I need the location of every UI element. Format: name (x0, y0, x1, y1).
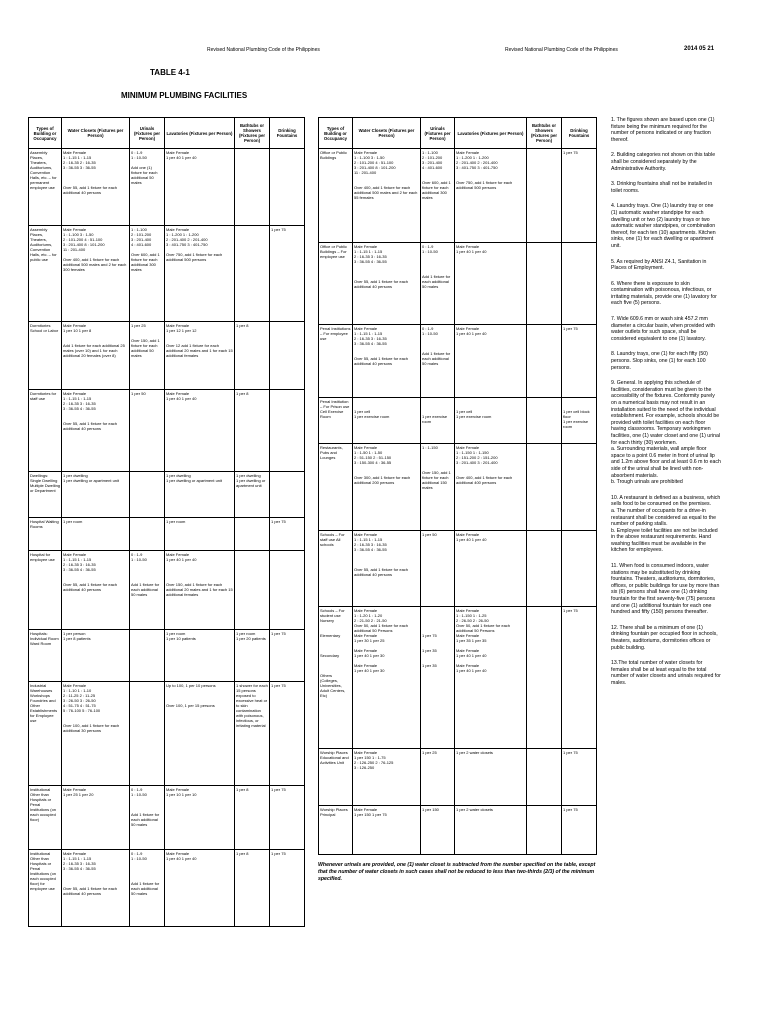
drinking-fountain-cell (270, 551, 305, 630)
bathtub-shower-cell (527, 325, 562, 398)
occupancy-cell: Dormitories School or Labor (29, 322, 62, 390)
water-closet-cell: Male Female 1 : 1-15 1 : 1-15 2 : 16-35 3 : 16-35 3 : 36-55 4 : 36-55 Over 55, add 1 fixture for each additional 40 persons (353, 325, 421, 398)
urinal-cell: 0 : 1-9 1 : 10-50 Add 1 fixture for each additional 50 males (130, 551, 165, 630)
col-header-urinals: Urinals (Fixtures per Person) (421, 118, 455, 149)
table-title: TABLE 4-1 (150, 68, 190, 77)
occupancy-cell: Assembly Places, Theaters, Auditoriums, Convention Halls, etc. – for public use (29, 226, 62, 322)
urinal-cell (130, 518, 165, 551)
occupancy-cell: Assembly Places, Theaters, Auditoriums, Convention Halls, etc. – for permanent employee use (29, 149, 62, 226)
water-closet-cell: Male Female 1 : 1-15 1 : 1-15 2 : 16-35 3 : 16-35 3 : 36-55 4 : 36-55 Over 55, add 1 fixture for each additional 40 persons (62, 850, 130, 927)
urinal-cell: 1 per exercise room (421, 398, 455, 444)
occupancy-cell: Institutional Other than Hospitals or Penal Institutions (on each occupied floor) for employee use (29, 850, 62, 927)
occupancy-cell: Penal Institution – For Prison use Cell Exercise Room (319, 398, 353, 444)
table-row (319, 748, 597, 805)
drinking-fountain-cell: 1 per 75 (270, 518, 305, 551)
drinking-fountain-cell: 1 per 75 (270, 226, 305, 322)
bathtub-shower-cell (235, 149, 270, 226)
note-item: 8. Laundry trays, one (1) for each fifty (50) persons. Slop sinks, one (1) for each 100 persons. (611, 351, 708, 371)
occupancy-cell: Dwellings: Single Dwelling Multiple Dwelling or Department (29, 472, 62, 518)
bathtub-shower-cell (527, 149, 562, 243)
water-closet-cell: Male Female 1 per 25 1 per 20 (62, 786, 130, 850)
col-header-bath: Bathtubs or Showers (Fixtures per Person) (235, 118, 270, 149)
table-row (319, 149, 597, 243)
drinking-fountain-cell (270, 472, 305, 518)
urinal-cell (130, 682, 165, 786)
note-item: 12. There shall be a minimum of one (1) drinking fountain per occupied floor in schools, theaters, auditoriums, dormitories offices or public building. (611, 624, 718, 651)
note-item: 4. Laundry trays. One (1) laundry tray or one (1) automatic washer standpipe for each dwelling unit or two (2) laundry trays or two automatic washer standpipes, or combination thereof, for each ten (10) apartments. Kitchen sinks, one (1) for each dwelling or apartment unit. (611, 203, 716, 249)
occupancy-cell: Institutional Other than Hospitals or Penal Institutions (on each occupied floor) (29, 786, 62, 850)
drinking-fountain-cell (270, 390, 305, 472)
plumbing-table-right (318, 117, 597, 855)
drinking-fountain-cell (562, 243, 597, 325)
water-closet-cell: Male Female 1 : 1-15 1 : 1-15 2 : 16-35 3 : 16-35 3 : 36-55 4 : 36-55 Over 55, add 1 fixture for each additional 40 persons (353, 243, 421, 325)
urinal-cell: 1 : 1-100 2 : 101-200 3 : 201-400 4 : 401-600 Over 600, add 1 fixture for each additional 300 males (130, 226, 165, 322)
col-header-urinals: Urinals (Fixtures per Person) (130, 118, 165, 149)
table-row (29, 518, 305, 551)
bathtub-shower-cell: 1 per 8 (235, 850, 270, 927)
water-closet-cell: 1 per dwelling 1 per dwelling or apartment unit (62, 472, 130, 518)
bathtub-shower-cell (527, 444, 562, 530)
col-header-lav: Lavatories (Fixtures per Person) (165, 118, 235, 149)
water-closet-cell: Male Female 1 per 10 1 per 8 Add 1 fixture for each additional 25 males (over 10) and 1 for each additional 20 females (over 8) (62, 322, 130, 390)
urinal-footnote: Whenever urinals are provided, one (1) water closet is subtracted from the number specified on the table, except that the number of water closets in such cases shall not be reduced to less than two-thirds (2/3) of the minimum specified. (318, 862, 596, 882)
table-row (29, 472, 305, 518)
table-row (29, 226, 305, 322)
urinal-cell: 1 per 25 (421, 748, 455, 805)
bathtub-shower-cell (527, 530, 562, 606)
occupancy-cell: Schools – For staff use All schools (319, 530, 353, 606)
occupancy-cell: Office or Public Buildings – For employee use (319, 243, 353, 325)
water-closet-cell: Male Female 1 : 1-15 1 : 1-15 2 : 16-35 3 : 16-35 3 : 36-55 4 : 36-55 Over 55, add 1 fixture for each additional 40 persons (353, 530, 421, 606)
lavatory-cell: Male Female 1 : 1-200 1 : 1-200 2 : 201-400 2 : 201-400 3 : 401-750 3 : 401-750 Over 750, add 1 fixture for each additional 500 persons (165, 226, 235, 322)
water-closet-cell: 1 per room (62, 518, 130, 551)
note-item: 7. Wide 609.6 mm or wash sink 457.2 mm diameter a circular basin, when provided with water outlets for such space, shall be considered equivalent to one (1) lavatory. (611, 316, 715, 342)
lavatory-cell: Male Female 1 per 40 1 per 40 (455, 325, 527, 398)
bathtub-shower-cell: 1 per room 1 per 20 patients (235, 630, 270, 682)
bathtub-shower-cell: 1 per dwelling 1 per dwelling or apartment unit (235, 472, 270, 518)
occupancy-cell: Worship Places Principal (319, 805, 353, 854)
col-header-drink: Drinking Fountains (562, 118, 597, 149)
drinking-fountain-cell: 1 per 75 (562, 748, 597, 805)
occupancy-cell: Office or Public Buildings (319, 149, 353, 243)
table-row (319, 398, 597, 444)
lavatory-cell: 1 per 2 water closets (455, 805, 527, 854)
table-row (29, 786, 305, 850)
lavatory-cell: Male Female 1 per 40 1 per 40 (455, 243, 527, 325)
note-item: 10. A restaurant is defined as a business, which sells food to be consumed on the premises. a. The number of occupants for a drive-in restaurant shall be considered as equal to the number of parking stalls. b. Employee toilet facilities are not be included in the above restaurant requirements. Hand washing facilities must be available in the kitchen for employees. (611, 494, 721, 554)
table-row (29, 850, 305, 927)
note-item: 11. When food is consumed indoors, water stations may be substituted by drinking fountains. Theaters, auditoriums, dormitories, offices, or public buildings for use by more than six (6) persons shall have one (1) drinking fountain for the first seventy-five (75) persons and one (1) additional fountain for each one hundred and fifty (150) persons thereafter. (611, 563, 720, 616)
lavatory-cell: Male Female 1 per 12 1 per 12 Over 12 add 1 fixture for each additional 20 males and 1 for each 15 additional females (165, 322, 235, 390)
lavatory-cell: Male Female 1 per 40 1 per 40 (165, 390, 235, 472)
urinal-cell: 1 per 75 1 per 35 1 per 35 (421, 606, 455, 748)
drinking-fountain-cell: 1 per cell block floor 1 per exercise room (562, 398, 597, 444)
occupancy-cell: Hospital Waiting Rooms (29, 518, 62, 551)
table-row (29, 390, 305, 472)
bathtub-shower-cell (527, 805, 562, 854)
lavatory-cell: Up to 100, 1 per 10 persons Over 100, 1 per 15 persons (165, 682, 235, 786)
table-row (29, 551, 305, 630)
water-closet-cell: Male Female 1 : 1-10 1 : 1-10 2 : 11-25 2 : 11-25 3 : 26-50 3 : 26-50 4 : 51-75 4 : 51-75 5 : 76-100 5 : 76-100 Over 100, add 1 fixture for each additional 30 persons (62, 682, 130, 786)
urinal-cell: 1 : 1-150 Over 150, add 1 fixture for each additional 150 males (421, 444, 455, 530)
urinal-cell: 0 : 1-9 1 : 10-50 Add one (1) fixture for each additional 50 males (130, 149, 165, 226)
bathtub-shower-cell: 1 shower for each 15 persons exposed to excessive heat or to skin contamination with poisonous, infectious, or irritating material (235, 682, 270, 786)
occupancy-cell: Schools – For student use Nursery Elementary Secondary Others (Colleges, Universities, Adult Centers, Etc) (319, 606, 353, 748)
drinking-fountain-cell (270, 149, 305, 226)
lavatory-cell: Male Female 1 per 40 1 per 40 (455, 530, 527, 606)
table-row (319, 325, 597, 398)
occupancy-cell: Worship Places Educational and Activities Unit (319, 748, 353, 805)
bathtub-shower-cell (527, 398, 562, 444)
water-closet-cell: Male Female 1 per 150 1 per 75 (353, 805, 421, 854)
bathtub-shower-cell (527, 606, 562, 748)
bathtub-shower-cell: 1 per 8 (235, 786, 270, 850)
lavatory-cell: 1 per cell 1 per exercise room (455, 398, 527, 444)
water-closet-cell: 1 per person 1 per 8 patients (62, 630, 130, 682)
note-item: 13.The total number of water closets for females shall be at least equal to the total number of water closets and urinals required for males. (611, 660, 721, 686)
table-row (319, 444, 597, 530)
urinal-cell: 1 : 1-100 2 : 101-200 3 : 201-400 4 : 401-600 Over 600, add 1 fixture for each additional 300 males (421, 149, 455, 243)
occupancy-cell: Restaurants, Pubs and Lounges (319, 444, 353, 530)
table-subtitle: MINIMUM PLUMBING FACILITIES (121, 91, 248, 100)
occupancy-cell: Dormitories for staff use (29, 390, 62, 472)
bathtub-shower-cell: 1 per 8 (235, 322, 270, 390)
water-closet-cell: Male Female 1 : 1-15 1 : 1-15 2 : 16-35 3 : 16-35 3 : 36-55 4 : 36-55 Over 55, add 1 fixture for each additional 40 persons (62, 390, 130, 472)
drinking-fountain-cell: 1 per 75 (562, 149, 597, 243)
urinal-cell: 1 per 25 Over 150, add 1 fixture for each additional 50 males (130, 322, 165, 390)
lavatory-cell: 1 per 2 water closets (455, 748, 527, 805)
col-header-lav: Lavatories (Fixtures per Person) (455, 118, 527, 149)
lavatory-cell: Male Female 1 : 1-150 1 : 1-25 2 : 26-50 2 : 26-50 Over 50, add 1 fixture for each additional 50 Persons Male Female 1 per 35 1 per 35 Male Female 1 per 40 1 per 40 Male Female 1 per 40 1 per 40 (455, 606, 527, 748)
table-row (319, 243, 597, 325)
drinking-fountain-cell: 1 per 75 (562, 606, 597, 748)
drinking-fountain-cell (562, 530, 597, 606)
water-closet-cell: Male Female 1 per 150 1 : 1-75 2 : 126-250 2 : 76-125 3 : 126-250 (353, 748, 421, 805)
drinking-fountain-cell: 1 per 75 (270, 682, 305, 786)
header-right: Revised National Plumbing Code of the Philippines (505, 47, 618, 53)
header-date: 2014 05 21 (684, 46, 715, 52)
urinal-cell: 1 per 150 (421, 805, 455, 854)
urinal-cell: 0 : 1-9 1 : 10-50 Add 1 fixture for each additional 50 males (421, 243, 455, 325)
table-row (319, 805, 597, 854)
lavatory-cell: Male Female 1 per 40 1 per 40 Over 150, add 1 fixture for each additional 20 males and 1 for each 15 additional females (165, 551, 235, 630)
urinal-cell (130, 630, 165, 682)
drinking-fountain-cell: 1 per 75 (270, 630, 305, 682)
lavatory-cell: Male Female 1 per 40 1 per 40 (165, 149, 235, 226)
urinal-cell: 0 : 1-9 1 : 10-50 Add 1 fixture for each additional 50 males (130, 850, 165, 927)
note-item: 1. The figures shown are based upon one (1) fixture being the minimum required for the number of persons indicated or any fraction thereof. (611, 117, 715, 143)
note-item: 6. Where there is exposure to skin contamination with poisonous, infectious, or irritating materials, provide one (1) lavatory for each five (5) persons. (611, 280, 717, 307)
lavatory-cell: 1 per room 1 per 10 patients (165, 630, 235, 682)
table-row (29, 322, 305, 390)
col-header-type: Types of Building or Occupancy (319, 118, 353, 149)
note-item: 3. Drinking fountains shall not be installed in toilet rooms. (611, 181, 713, 194)
bathtub-shower-cell (527, 243, 562, 325)
lavatory-cell: Male Female 1 : 1-200 1 : 1-200 2 : 201-400 2 : 201-400 3 : 401-750 3 : 401-750 Over 750, add 1 fixture for each additional 500 persons (455, 149, 527, 243)
water-closet-cell: Male Female 1 : 1-20 1 : 1-20 2 : 21-50 2 : 21-50 Over 50, add 1 fixture for each additional 50 Persons Male Female 1 per 30 1 per 25 Male Female 1 per 40 1 per 30 Male Female 1 per 40 1 per 30 (353, 606, 421, 748)
urinal-cell: 1 per 50 (130, 390, 165, 472)
bathtub-shower-cell (235, 551, 270, 630)
col-header-type: Types of Building or Occupancy (29, 118, 62, 149)
note-item: 5. As required by ANSI Z4.1, Sanitation in Places of Employment. (611, 258, 707, 272)
table-row (29, 630, 305, 682)
bathtub-shower-cell: 1 per 8 (235, 390, 270, 472)
occupancy-cell: Penal Institutions – For employee use (319, 325, 353, 398)
urinal-cell: 0 : 1-9 1 : 10-50 Add 1 fixture for each additional 50 males (421, 325, 455, 398)
drinking-fountain-cell (562, 444, 597, 530)
bathtub-shower-cell (235, 518, 270, 551)
lavatory-cell: Male Female 1 : 1-150 1 : 1-150 2 : 151-200 2 : 151-200 3 : 201-400 3 : 201-400 Over 400, add 1 fixture for each additional 400 persons (455, 444, 527, 530)
lavatory-cell: 1 per dwelling 1 per dwelling or apartment unit (165, 472, 235, 518)
table-row (29, 682, 305, 786)
note-item: 2. Building categories not shown on this table shall be considered separately by the Administrative Authority. (611, 152, 716, 172)
drinking-fountain-cell: 1 per 75 (270, 786, 305, 850)
water-closet-cell: Male Female 1 : 1-15 1 : 1-15 2 : 16-35 2 : 16-35 3 : 36-55 3 : 36-55 Over 55, add 1 fixture for each additional 40 persons (62, 149, 130, 226)
occupancy-cell: Industrial Warehouses Workshops Foundries and Other Establishments for Employee use (29, 682, 62, 786)
water-closet-cell: 1 per cell 1 per exercise room (353, 398, 421, 444)
water-closet-cell: Male Female 1 : 1-100 3 : 1-50 2 : 101-200 4 : 51-100 3 : 201-400 8 : 101-200 11 : 201-400 Over 400, add 1 fixture for each additional 500 males and 2 for each 55 females (353, 149, 421, 243)
notes-column (611, 117, 721, 696)
bathtub-shower-cell (235, 226, 270, 322)
lavatory-cell: 1 per room (165, 518, 235, 551)
col-header-drink: Drinking Fountains (270, 118, 305, 149)
lavatory-cell: Male Female 1 per 40 1 per 40 (165, 850, 235, 927)
header-left: Revised National Plumbing Code of the Philippines (207, 47, 320, 53)
drinking-fountain-cell: 1 per 75 (562, 805, 597, 854)
plumbing-table-left (28, 117, 305, 927)
water-closet-cell: Male Female 1 : 1-15 1 : 1-15 2 : 16-35 3 : 16-35 3 : 36-55 4 : 36-55 Over 55, add 1 fixture for each additional 40 persons (62, 551, 130, 630)
table-row (319, 606, 597, 748)
occupancy-cell: Hospital for employee use (29, 551, 62, 630)
water-closet-cell: Male Female 1 : 1-50 1 : 1-50 2 : 51-150 2 : 51-150 3 : 150-300 4 : 36-55 Over 300, add 1 fixture for each additional 200 persons (353, 444, 421, 530)
col-header-wc: Water Closets (Fixtures per Person) (353, 118, 421, 149)
drinking-fountain-cell: 1 per 75 (562, 325, 597, 398)
urinal-cell (130, 472, 165, 518)
drinking-fountain-cell: 1 per 75 (270, 850, 305, 927)
col-header-bath: Bathtubs or Showers (Fixtures per Person) (527, 118, 562, 149)
urinal-cell: 1 per 50 (421, 530, 455, 606)
table-row (319, 530, 597, 606)
col-header-wc: Water Closets (Fixtures per Person) (62, 118, 130, 149)
occupancy-cell: Hospitals: Individual Room Ward Room (29, 630, 62, 682)
drinking-fountain-cell (270, 322, 305, 390)
lavatory-cell: Male Female 1 per 10 1 per 10 (165, 786, 235, 850)
table-row (29, 149, 305, 226)
bathtub-shower-cell (527, 748, 562, 805)
urinal-cell: 0 : 1-9 1 : 10-50 Add 1 fixture for each additional 50 males (130, 786, 165, 850)
water-closet-cell: Male Female 1 : 1-100 3 : 1-50 2 : 101-200 4 : 51-100 3 : 201-400 8 : 101-200 11 : 201-400 Over 400, add 1 fixture for each additional 500 males and 2 for each 300 females (62, 226, 130, 322)
note-item: 9. General. In applying this schedule of facilities, consideration must be given to the accessibility of the fixtures. Conformity purely on a numerical basis may not result in an installation suited to the need of the individual establishment. For example, schools should be provided with toilet facilities on each floor having classrooms. Temporary workingmen facilities, one (1) water closet and one (1) urinal for each thirty (30) workmen. a. Surrounding materials, wall ample floor space to a point 0.6 meter in front of urinal lip and 1.2m above floor and at least 0.6 m to each side of the urinal shall be lined with non-absorbent materials. b. Trough urinals are prohibited (611, 380, 721, 486)
